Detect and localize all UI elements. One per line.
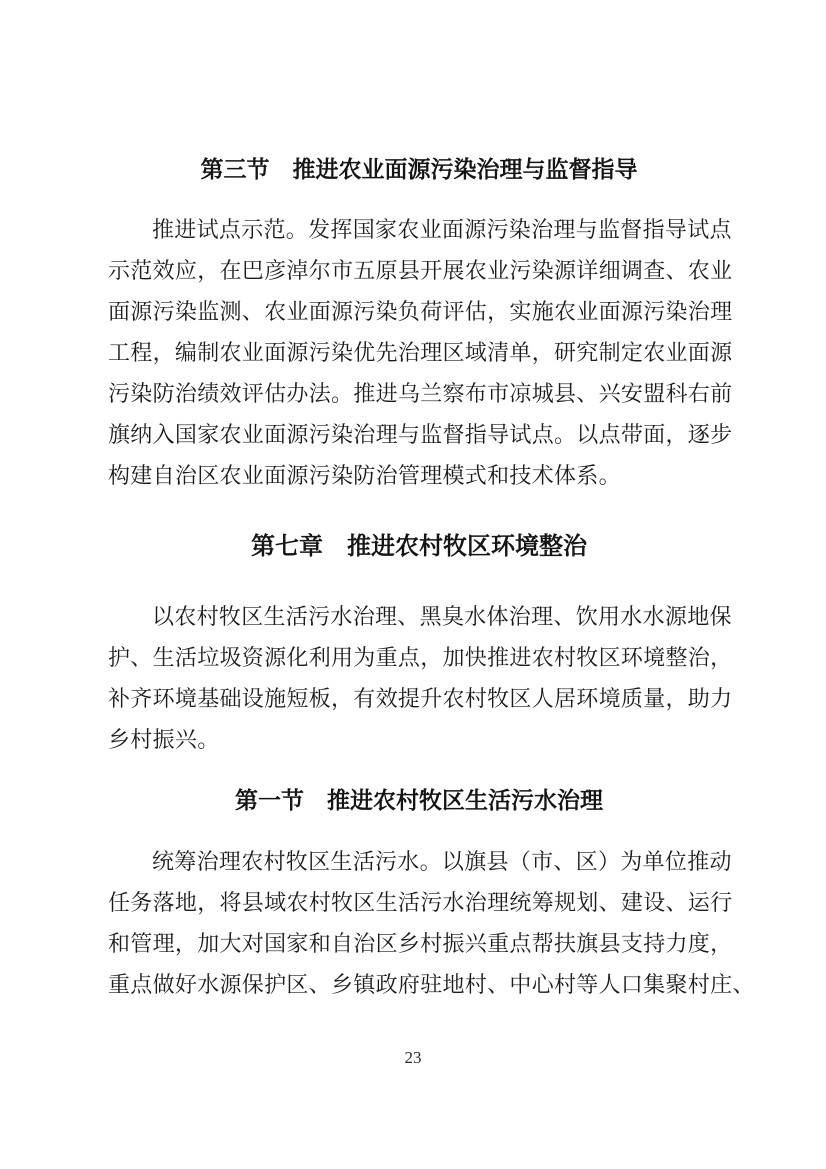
page-content [108, 0, 755, 1005]
paragraph-rural-environment [108, 596, 733, 760]
page-number: 23 [404, 1048, 422, 1067]
text-line: 面源污染监测、农业面源污染负荷评估，实施农业面源污染治理 [108, 299, 733, 324]
text-line: 推进试点示范。发挥国家农业面源污染治理与监督指导试点 [152, 217, 732, 242]
text-line: 构建自治区农业面源污染防治管理模式和技术体系。 [108, 463, 621, 488]
text-line: 统筹治理农村牧区生活污水。以旗县（市、区）为单位推动 [152, 849, 732, 874]
text-line: 和管理，加大对国家和自治区乡村振兴重点帮扶旗县支持力度， [108, 931, 733, 956]
paragraph-pilot-demonstration [108, 209, 733, 496]
section-heading-1: 第一节 推进农村牧区生活污水治理 [235, 788, 603, 813]
chapter-heading-7: 第七章 推进农村牧区环境整治 [251, 533, 587, 560]
text-line: 任务落地，将县域农村牧区生活污水治理统筹规划、建设、运行 [108, 890, 733, 915]
text-line: 示范效应，在巴彦淖尔市五原县开展农业污染源详细调查、农业 [108, 258, 733, 283]
text-line: 补齐环境基础设施短板，有效提升农村牧区人居环境质量，助力 [108, 686, 733, 711]
paragraph-sewage-treatment [108, 841, 755, 1005]
text-line: 以农村牧区生活污水治理、黑臭水体治理、饮用水水源地保 [152, 604, 732, 629]
text-line: 旗纳入国家农业面源污染治理与监督指导试点。以点带面，逐步 [108, 422, 733, 447]
text-line: 污染防治绩效评估办法。推进乌兰察布市凉城县、兴安盟科右前 [108, 381, 733, 406]
text-line: 乡村振兴。 [108, 727, 220, 752]
section-heading-3: 第三节 推进农业面源污染治理与监督指导 [200, 157, 638, 182]
text-line: 护、生活垃圾资源化利用为重点，加快推进农村牧区环境整治， [108, 645, 733, 670]
text-line: 重点做好水源保护区、乡镇政府驻地村、中心村等人口集聚村庄、 [108, 972, 755, 997]
text-line: 工程，编制农业面源污染优先治理区域清单，研究制定农业面源 [108, 340, 733, 365]
